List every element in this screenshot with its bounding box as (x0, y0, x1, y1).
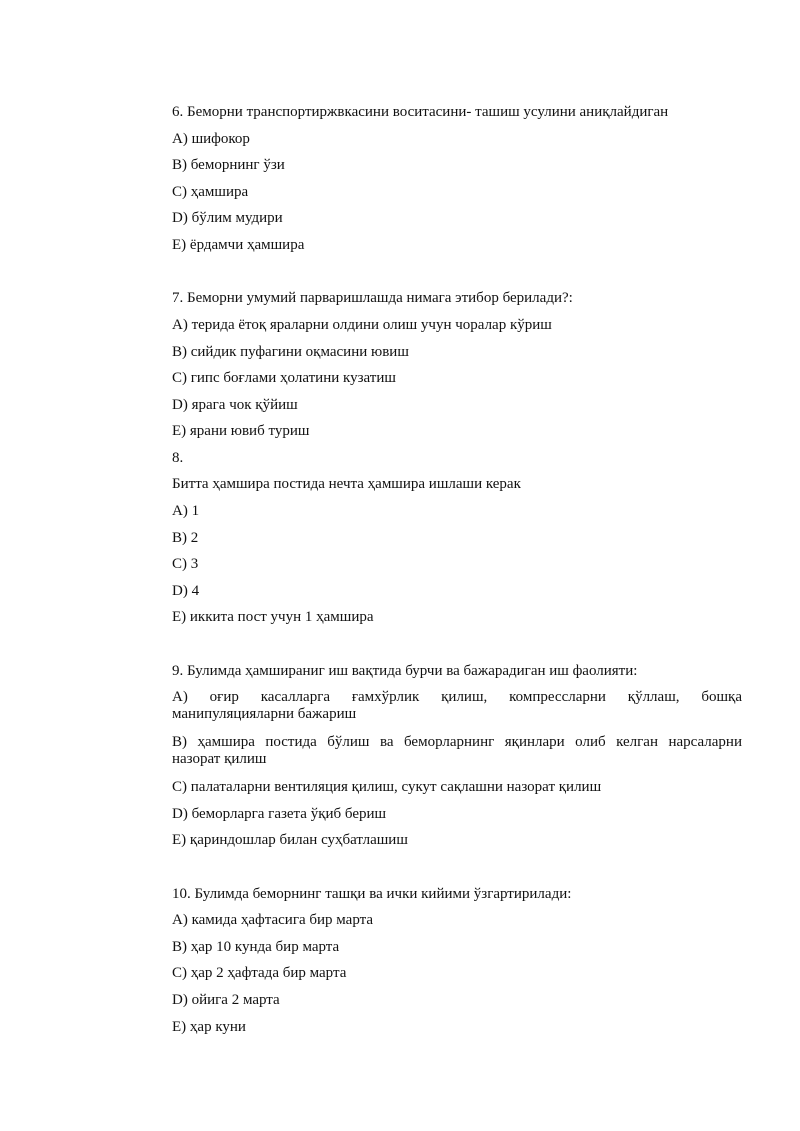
question-8-option-b: B) 2 (172, 530, 199, 546)
question-8-option-c: C) 3 (172, 556, 199, 572)
question-10-option-d: D) ойига 2 марта (172, 992, 280, 1008)
question-10-title: 10. Булимда беморнинг ташқи ва ички кийими ўзгартирилади: (172, 886, 572, 902)
question-7-option-e: E) ярани ювиб туриш (172, 423, 310, 439)
question-7-title: 7. Беморни умумий парваришлашда нимага этибор берилади?: (172, 290, 573, 306)
question-9-option-b (172, 734, 742, 768)
question-7-option-c: C) гипс боғлами ҳолатини кузатиш (172, 370, 396, 386)
question-7-option-b: B) сийдик пуфагини оқмасини ювиш (172, 344, 409, 360)
question-7-option-d: D) ярага чок қўйиш (172, 397, 298, 413)
question-7-option-a: A) терида ётоқ яраларни олдини олиш учун чоралар кўриш (172, 317, 552, 333)
question-6-option-b: B) беморнинг ўзи (172, 157, 285, 173)
question-9-title: 9. Булимда ҳамшираниг иш вақтида бурчи ва бажарадиган иш фаолияти: (172, 663, 638, 679)
question-9-option-d: D) беморларга газета ўқиб бериш (172, 806, 387, 822)
question-10-option-b: B) ҳар 10 кунда бир марта (172, 939, 340, 955)
question-10-option-c: C) ҳар 2 ҳафтада бир марта (172, 965, 347, 981)
question-9-option-a-line1: A) оғир касалларга ғамхўрлик қилиш, компрессларни қўллаш, бошқа (172, 689, 742, 705)
question-9-option-a-line2: манипуляцияларни бажариш (172, 706, 357, 722)
question-6-option-d: D) бўлим мудири (172, 210, 283, 226)
question-9-option-b-line2: назорат қилиш (172, 751, 267, 767)
question-6-option-a: A) шифокор (172, 131, 250, 147)
question-6-title: 6. Беморни транспортиржвкасини воситасини- ташиш усулини аниқлайдиган (172, 104, 669, 120)
question-9-option-c: C) палаталарни вентиляция қилиш, сукут сақлашни назорат қилиш (172, 779, 602, 795)
question-9-option-a (172, 689, 742, 723)
question-10-option-e: E) ҳар куни (172, 1019, 246, 1035)
question-8-option-a: A) 1 (172, 503, 200, 519)
question-8-number: 8. (172, 450, 184, 466)
question-8-option-e: E) иккита пост учун 1 ҳамшира (172, 609, 374, 625)
question-10-option-a: A) камида ҳафтасига бир марта (172, 912, 374, 928)
question-9-option-e: E) қариндошлар билан суҳбатлашиш (172, 832, 408, 848)
question-6-option-e: E) ёрдамчи ҳамшира (172, 237, 305, 253)
question-8-option-d: D) 4 (172, 583, 200, 599)
question-8-title: Битта ҳамшира постида нечта ҳамшира ишлаши керак (172, 476, 521, 492)
question-9-option-b-line1: B) ҳамшира постида бўлиш ва беморларнинг яқинлари олиб келган нарсаларни (172, 734, 742, 750)
question-6-option-c: C) ҳамшира (172, 184, 249, 200)
